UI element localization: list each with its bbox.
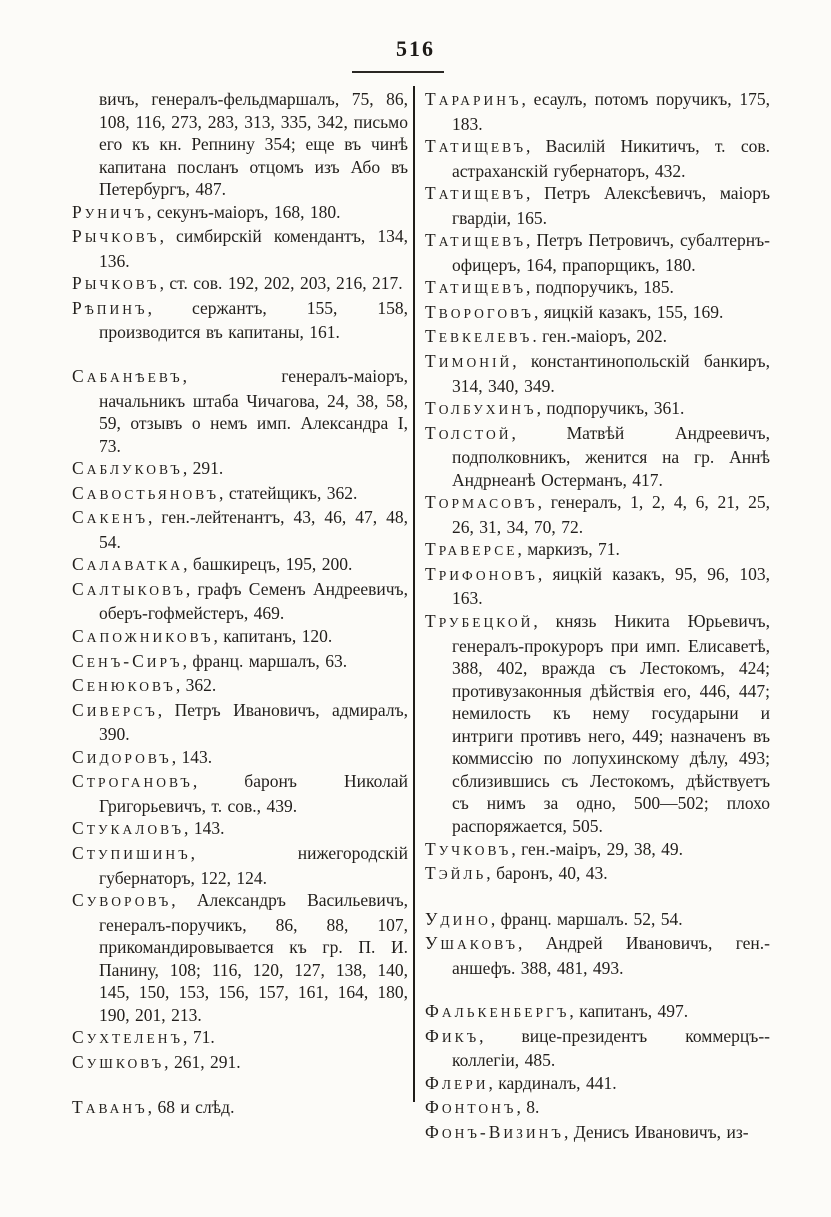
index-entry <box>72 272 408 297</box>
index-entry <box>72 650 408 675</box>
entry-name: ТАТИЩЕВЪ <box>425 183 526 204</box>
index-entry <box>72 482 408 507</box>
index-entry <box>72 201 408 226</box>
entry-name: УШАКОВЪ <box>425 933 519 954</box>
entry-name: ФОНЪ-ВИЗИНЪ <box>425 1121 564 1142</box>
entry-name: РУНИЧЪ <box>72 201 148 222</box>
entry-name: САЛТЫКОВЪ <box>72 578 186 599</box>
entry-text: , 362. <box>175 675 217 696</box>
entry-name: РЫЧКОВЪ <box>72 226 160 247</box>
entry-name: САБАНѢЕВЪ <box>72 366 183 387</box>
entry-name: ФАЛЬКЕНБЕРГЪ <box>425 1001 570 1022</box>
entry-name: ТРУБЕЦКОЙ <box>425 611 534 632</box>
entry-text: , Петръ Ивановичъ, адмиралъ, 390. <box>99 699 408 745</box>
index-entry <box>72 297 408 344</box>
index-entry <box>425 88 770 135</box>
entry-text: , статейщикъ, 362. <box>219 482 358 503</box>
index-entry <box>425 862 770 887</box>
entry-name: САБЛУКОВЪ <box>72 458 183 479</box>
entry-text: , 291. <box>182 458 224 479</box>
entry-text: , капитанъ, 497. <box>569 1001 689 1022</box>
entry-text: , яицкій казакъ, 95, 96, 103, 163. <box>452 563 770 609</box>
entry-name: ТРИФОНОВЪ <box>425 563 538 584</box>
index-column-left <box>72 88 408 1121</box>
entry-name: ТУЧКОВЪ <box>425 838 512 859</box>
index-entry <box>72 625 408 650</box>
entry-text: , 71. <box>183 1027 215 1048</box>
index-entry <box>425 229 770 276</box>
entry-text: , 143. <box>171 746 213 767</box>
entry-text: , маркизъ, 71. <box>517 539 620 560</box>
entry-text: , 68 и слѣд. <box>147 1097 235 1118</box>
entry-text: . ген.-маіоръ, 202. <box>532 326 667 347</box>
entry-name: ТИМОНІЙ <box>425 351 513 372</box>
index-entry <box>72 674 408 699</box>
entry-name: СТУПИШИНЪ <box>72 842 191 863</box>
entry-text: , князь Никита Юрьевичъ, генералъ-прокуроръ при имп. Елисаветѣ, 388, 402, вражда съ Лестокомъ, 424; противузаконныя дѣйствія его, 446, 447; немилость къ нему государыни и интриги противъ него, 449; назначенъ въ коммиссію по лопухинскому дѣлу, 493; сблизившись съ Лестокомъ, дѣйствуетъ съ нимъ за одно, 500—502; плохо распоряжается, 505. <box>452 611 770 836</box>
entry-name: САПОЖНИКОВЪ <box>72 626 214 647</box>
index-entry <box>72 1026 408 1051</box>
index-entry <box>72 457 408 482</box>
entry-name: СУХТЕЛЕНЪ <box>72 1027 184 1048</box>
entry-name: ТАТИЩЕВЪ <box>425 230 526 251</box>
entry-name: ФОНТОНЪ <box>425 1097 517 1118</box>
index-columns <box>72 88 770 1146</box>
entry-name: СТРОГАНОВЪ <box>72 771 193 792</box>
index-entry <box>425 350 770 397</box>
entry-text: , Александръ Васильевичъ, генералъ-поручикъ, 86, 88, 107, прикомандировывается къ гр. П. И. Панину, 108; 116, 120, 127, 138, 140, 145, 150, 153, 156, 157, 161, 164, 180, 190, 201, 213. <box>99 890 408 1025</box>
index-entry <box>425 301 770 326</box>
entry-text: , константинопольскій банкиръ, 314, 340, 349. <box>452 351 770 396</box>
entry-name: СЕНЮКОВЪ <box>72 675 176 696</box>
index-entry <box>425 538 770 563</box>
index-entry <box>425 397 770 422</box>
index-entry <box>425 838 770 863</box>
entry-name: САЛАВАТКА <box>72 554 184 575</box>
index-entry <box>425 1000 770 1025</box>
entry-text: , баронъ Николай Григорьевичъ, т. сов., 439. <box>99 771 408 816</box>
index-entry <box>425 610 770 837</box>
entry-name: СУВОРОВЪ <box>72 890 172 911</box>
page-header <box>0 36 831 62</box>
index-entry <box>425 325 770 350</box>
index-entry <box>425 276 770 301</box>
index-entry <box>425 932 770 979</box>
entry-text: , есаулъ, потомъ поручикъ, 175, 183. <box>452 89 770 134</box>
entry-name: ТОРМАСОВЪ <box>425 492 538 513</box>
entry-text: , графъ Семенъ Андреевичъ, оберъ-гофмейстеръ, 469. <box>99 578 408 624</box>
index-entry <box>72 842 408 889</box>
header-rule <box>352 71 444 73</box>
entry-name: ТОЛБУХИНЪ <box>425 398 537 419</box>
index-entry <box>425 908 770 933</box>
index-entry <box>425 491 770 538</box>
entry-name: САВОСТЬЯНОВЪ <box>72 482 220 503</box>
entry-text: , ст. сов. 192, 202, 203, 216, 217. <box>159 273 403 294</box>
entry-text: , секунъ-маіоръ, 168, 180. <box>147 201 341 222</box>
entry-text: , Матвѣй Андреевичъ, подполковникъ, женится на гр. Аннѣ Андрнеанѣ Остерманъ, 417. <box>452 422 770 490</box>
index-entry <box>425 1025 770 1072</box>
entry-text: , кардиналъ, 441. <box>488 1072 617 1093</box>
index-entry <box>72 553 408 578</box>
index-column-right <box>425 88 770 1146</box>
entry-name: СУШКОВЪ <box>72 1051 165 1072</box>
entry-text: , яицкій казакъ, 155, 169. <box>533 301 724 322</box>
index-entry <box>72 770 408 817</box>
entry-text: , 261, 291. <box>164 1051 241 1072</box>
entry-name: ФЛЕРИ <box>425 1072 489 1093</box>
index-entry <box>425 182 770 229</box>
entry-text: , Петръ Алексѣевичъ, маіоръ гвардіи, 165. <box>452 183 770 228</box>
entry-name: СТУКАЛОВЪ <box>72 818 185 839</box>
index-entry <box>72 889 408 1026</box>
index-entry <box>425 422 770 492</box>
entry-name: СЕНЪ-СИРЪ <box>72 650 183 671</box>
entry-name: ТЭЙЛЬ <box>425 863 487 884</box>
entry-text: , генералъ, 1, 2, 4, 6, 21, 25, 26, 31, 34, 70, 72. <box>452 492 770 537</box>
entry-name: ТАТИЩЕВЪ <box>425 277 526 298</box>
entry-text: , подпоручикъ, 361. <box>536 398 685 419</box>
index-entry <box>72 1051 408 1076</box>
entry-name: ФИКЪ <box>425 1025 480 1046</box>
entry-name: ТАТИЩЕВЪ <box>425 136 526 157</box>
index-entry <box>425 1096 770 1121</box>
entry-name: ТАВАНЪ <box>72 1097 148 1118</box>
index-entry <box>425 1072 770 1097</box>
entry-text: , башкирецъ, 195, 200. <box>183 554 353 575</box>
entry-text: , ген.-маіръ, 29, 38, 49. <box>511 838 684 859</box>
index-entry <box>72 1096 408 1121</box>
entry-text: , Василій Никитичъ, т. сов. астраханскій губернаторъ, 432. <box>452 136 770 181</box>
entry-text: , франц. маршалъ. 52, 54. <box>490 908 683 929</box>
entry-text: , симбирскій комендантъ, 134, 136. <box>99 226 408 271</box>
entry-text: , баронъ, 40, 43. <box>486 863 608 884</box>
entry-name: РЫЧКОВЪ <box>72 273 160 294</box>
entry-text: , капитанъ, 120. <box>213 626 333 647</box>
entry-name: УДИНО <box>425 908 491 929</box>
entry-text: , Андрей Ивановичъ, ген.-аншефъ. 388, 481, 493. <box>452 933 770 978</box>
entry-text: , Денисъ Ивановичъ, из- <box>563 1121 749 1142</box>
index-entry <box>425 563 770 610</box>
index-entry <box>72 506 408 553</box>
entry-text: , нижегородскій губернаторъ, 122, 124. <box>99 842 408 888</box>
entry-name: ТЕВКЕЛЕВЪ <box>425 326 533 347</box>
index-entry <box>72 365 408 457</box>
index-entry <box>425 135 770 182</box>
index-entry <box>72 578 408 625</box>
entry-name: СИДОРОВЪ <box>72 746 172 767</box>
entry-text: , 8. <box>516 1097 540 1118</box>
entry-text: , ген.-лейтенантъ, 43, 46, 47, 48, 54. <box>99 507 408 552</box>
entry-name: ТВОРОГОВЪ <box>425 301 534 322</box>
entry-text: , вице-президентъ коммерцъ--коллегіи, 485. <box>452 1025 770 1071</box>
entry-text: , генералъ-маіоръ, начальникъ штаба Чичагова, 24, 38, 58, 59, отзывъ о немъ имп. Александра I, 73. <box>99 366 408 456</box>
entry-name: ТРАВЕРСЕ <box>425 539 518 560</box>
entry-name: РѢПИНЪ <box>72 297 148 318</box>
index-entry <box>72 88 408 201</box>
index-entry <box>72 817 408 842</box>
entry-name: ТОЛСТОЙ <box>425 422 512 443</box>
entry-text: , 143. <box>184 818 225 839</box>
index-entry <box>425 1121 770 1146</box>
entry-name: СИВЕРСЪ <box>72 699 158 720</box>
page-number: 516 <box>396 36 435 61</box>
entry-text: , подпоручикъ, 185. <box>526 277 674 298</box>
entry-text: вичъ, генералъ-фельдмаршалъ, 75, 86, 108, 116, 273, 283, 313, 335, 342, письмо его къ кн. Репнину 354; еще въ чинѣ капитана посланъ отцомъ изъ Або въ Петербургъ, 487. <box>99 89 408 200</box>
entry-text: , Петръ Петровичъ, субалтернъ-офицеръ, 164, прапорщикъ, 180. <box>452 230 770 275</box>
entry-name: САКЕНЪ <box>72 507 148 528</box>
entry-text: , франц. маршалъ, 63. <box>182 650 348 671</box>
index-entry <box>72 746 408 771</box>
index-entry <box>72 225 408 272</box>
entry-name: ТАРАРИНЪ <box>425 89 522 109</box>
index-entry <box>72 699 408 746</box>
entry-text: , сержантъ, 155, 158, производится въ капитаны, 161. <box>99 297 408 343</box>
